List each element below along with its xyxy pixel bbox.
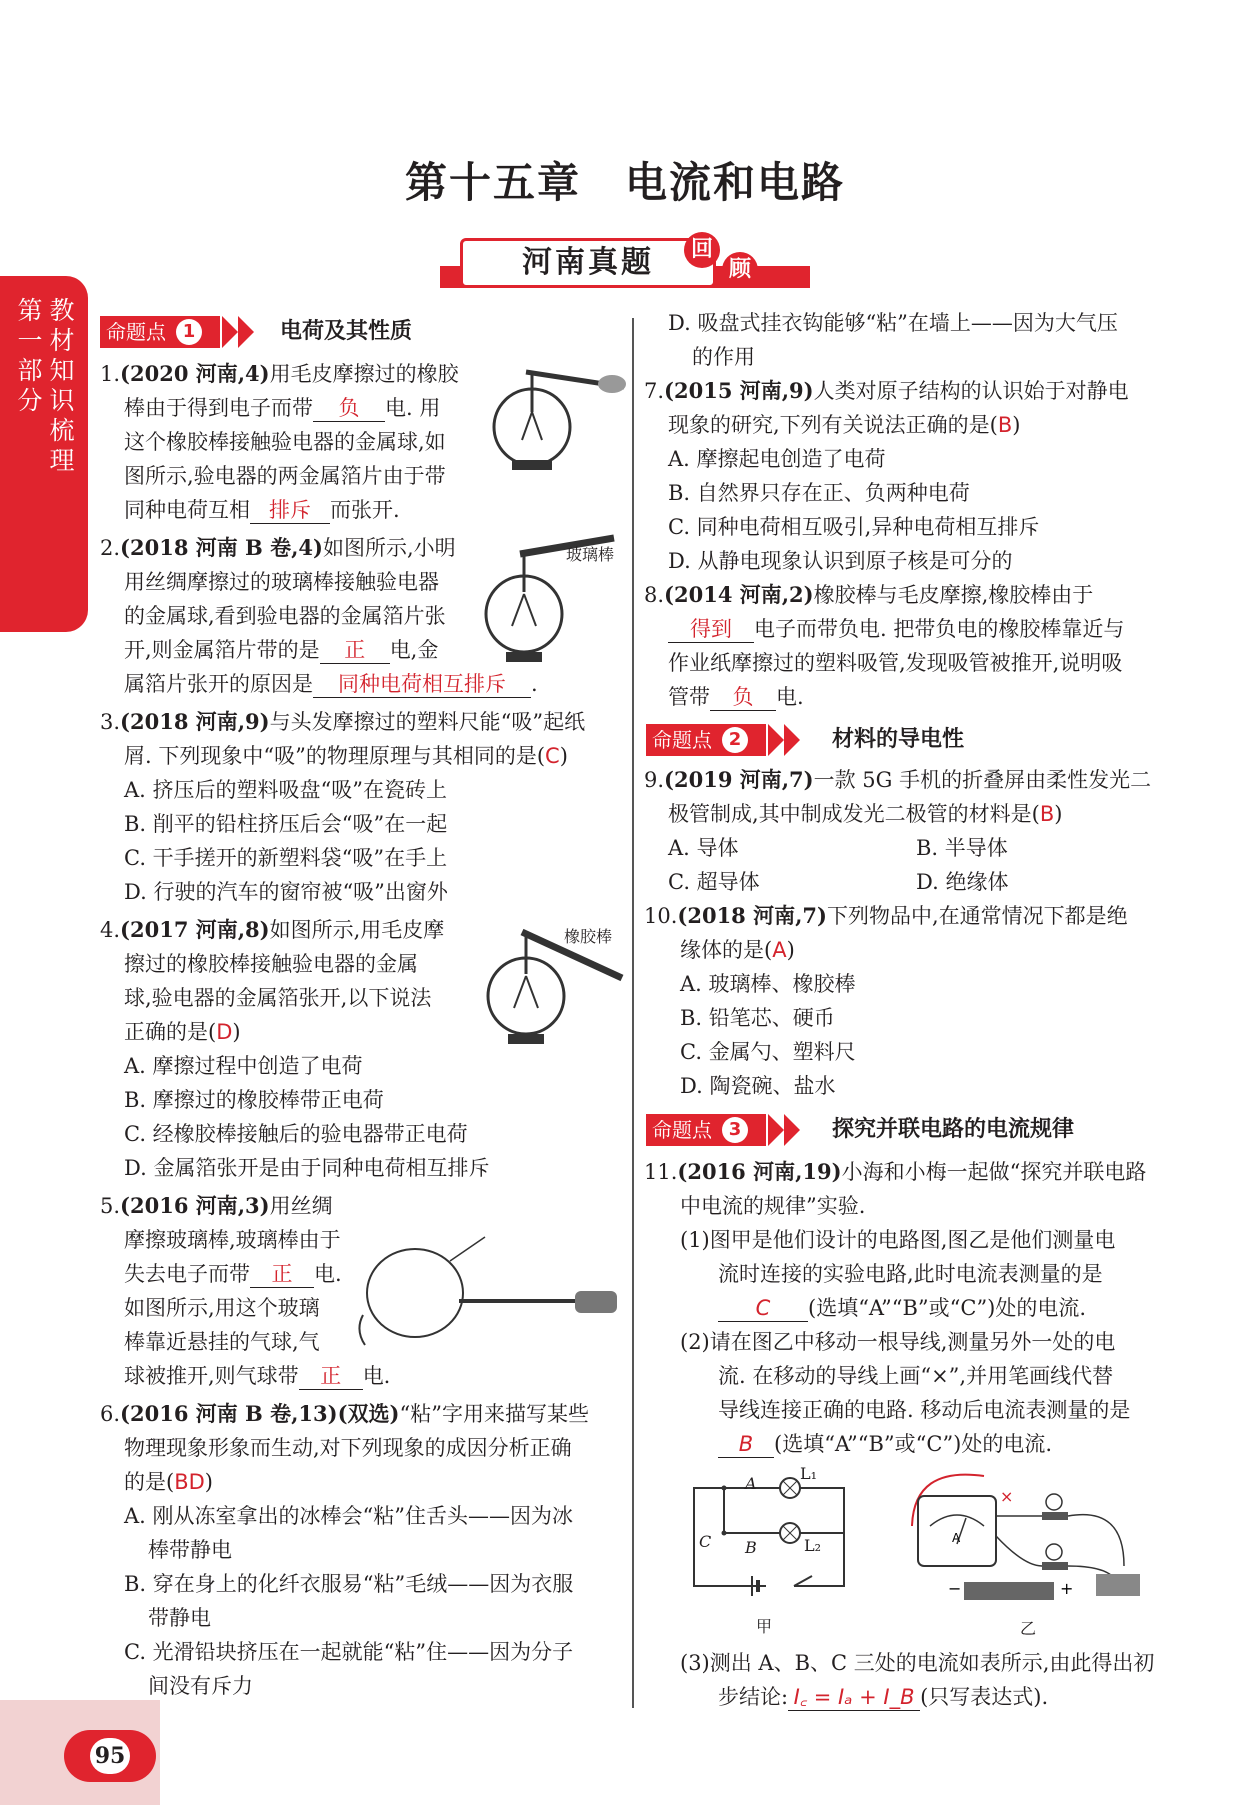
option: D. 从静电现象认识到原子核是可分的 <box>668 549 1013 573</box>
answer: BD <box>174 1470 205 1494</box>
option: A. 摩擦过程中创造了电荷 <box>124 1054 363 1078</box>
circuit-label-l1: L₁ <box>800 1464 818 1483</box>
q9-line-2: 极管制成,其中制成发光二极管的材料是(B) <box>668 802 1063 826</box>
circuit-label-c: C <box>699 1532 712 1551</box>
answer-blank: 排斥 <box>250 497 330 524</box>
option: D. 行驶的汽车的窗帘被“吸”出窗外 <box>124 880 448 904</box>
side-tab-line-1: 第一部分 <box>17 296 43 415</box>
option: D. 陶瓷碗、盐水 <box>680 1074 836 1098</box>
option: C. 经橡胶棒接触后的验电器带正电荷 <box>124 1122 468 1146</box>
option: C. 同种电荷相互吸引,异种电荷相互排斥 <box>668 515 1040 539</box>
option: A. 挤压后的塑料吸盘“吸”在瓷砖上 <box>124 778 447 802</box>
q11-line-2: 中电流的规律”实验. <box>680 1194 866 1218</box>
svg-text:×: × <box>1000 1487 1014 1506</box>
circuit-label-b: B <box>745 1538 757 1557</box>
electroscope-figure-1 <box>484 352 630 474</box>
answer-blank: 正 <box>250 1261 314 1288</box>
q6-line-3: 的是(BD) <box>124 1470 213 1494</box>
answer: B <box>1039 802 1055 826</box>
q11-part2-line-1: (2)请在图乙中移动一根导线,测量另外一处的电 <box>680 1330 1116 1354</box>
q8-line-2: 得到 电子而带负电. 把带负电的橡胶棒靠近与 <box>668 612 1124 646</box>
option: C. 金属勺、塑料尺 <box>680 1040 856 1064</box>
circuit-diagram-b <box>904 1466 1148 1614</box>
q3-line-1: 3.(2018 河南,9)与头发摩擦过的塑料尺能“吸”起纸 <box>100 709 586 734</box>
q4-line-4: 正确的是(D) <box>124 1020 241 1044</box>
page-number: 95 <box>64 1730 156 1782</box>
q2-line-2: 用丝绸摩擦过的玻璃棒接触验电器 <box>124 570 439 594</box>
topic-title: 材料的导电性 <box>832 727 965 752</box>
answer: B <box>997 413 1013 437</box>
side-tab <box>0 276 88 632</box>
q8-line-1: 8.(2014 河南,2)橡胶棒与毛皮摩擦,橡胶棒由于 <box>644 582 1094 607</box>
q1-line-5: 同种电荷互相 排斥 而张开. <box>124 498 400 522</box>
q9-line-1: 9.(2019 河南,7)一款 5G 手机的折叠屏由柔性发光二 <box>644 767 1152 792</box>
svg-text:A: A <box>952 1531 961 1545</box>
option: A. 摩擦起电创造了电荷 <box>668 447 886 471</box>
q4-line-3: 球,验电器的金属箔张开,以下说法 <box>124 986 432 1010</box>
q11-part1-line-2: 流时连接的实验电路,此时电流表测量的是 <box>718 1262 1103 1286</box>
q4-line-1: 4.(2017 河南,8)如图所示,用毛皮摩 <box>100 917 445 942</box>
q4-line-2: 擦过的橡胶棒接触验电器的金属 <box>124 952 418 976</box>
topic-label: 命题点 <box>100 316 220 348</box>
answer: A <box>772 938 787 962</box>
q10-line-2: 缘体的是(A) <box>680 938 795 962</box>
svg-text:+: + <box>1060 1579 1074 1598</box>
topic-number: 2 <box>722 727 748 753</box>
chapter-title: 第十五章 电流和电路 <box>404 158 845 207</box>
q11-part2-line-4: B (选填“A”“B”或“C”)处的电流. <box>718 1427 1052 1461</box>
answer-blank: 负 <box>710 684 776 711</box>
q8-line-4: 管带 负 电. <box>668 685 804 709</box>
option-cont: 带静电 <box>148 1606 211 1630</box>
answer-blank: 正 <box>320 637 390 664</box>
option: D. 金属箔张开是由于同种电荷相互排斥 <box>124 1156 490 1180</box>
q2-line-5: 属箔片张开的原因是 同种电荷相互排斥 . <box>124 672 538 696</box>
arrow-icon <box>238 316 254 348</box>
option: A. 导体 <box>668 836 739 860</box>
option: C. 光滑铅块挤压在一起就能“粘”住——因为分子 <box>124 1640 574 1664</box>
answer-blank: 得到 <box>668 616 754 643</box>
q2-line-3: 的金属球,看到验电器的金属箔片张 <box>124 604 446 628</box>
option: D. 绝缘体 <box>916 870 1009 894</box>
q5-line-4: 如图所示,用这个玻璃 <box>124 1296 320 1320</box>
banner-text: 河南真题 <box>460 238 716 288</box>
answer: D <box>216 1020 233 1044</box>
q11-part2-line-2: 流. 在移动的导线上画“×”,并用笔画线代替 <box>718 1364 1114 1388</box>
side-tab-line-2: 教材知识梳理 <box>49 296 75 475</box>
q1-line-4: 图所示,验电器的两金属箔片由于带 <box>124 464 446 488</box>
circuit-label-l2: L₂ <box>804 1536 822 1555</box>
q5-line-3: 失去电子而带 正 电. <box>124 1262 342 1286</box>
option: B. 削平的铅柱挤压后会“吸”在一起 <box>124 812 448 836</box>
option: C. 超导体 <box>668 870 760 894</box>
q11-part3-line-1: (3)测出 A、B、C 三处的电流如表所示,由此得出初 <box>680 1651 1155 1675</box>
option: B. 自然界只存在正、负两种电荷 <box>668 481 970 505</box>
arrow-icon <box>784 724 800 756</box>
banner-circle-2: 顾 <box>722 252 758 288</box>
arrow-icon <box>222 316 238 348</box>
q7-line-2: 现象的研究,下列有关说法正确的是(B) <box>668 413 1021 437</box>
q6-line-1: 6.(2016 河南 B 卷,13)(双选)“粘”字用来描写某些 <box>100 1401 589 1426</box>
circuit-label-a: A <box>745 1474 757 1493</box>
topic-label: 命题点 <box>646 1114 766 1146</box>
q2-line-4: 开,则金属箔片带的是 正 电,金 <box>124 638 439 662</box>
option: A. 刚从冻室拿出的冰棒会“粘”住舌头——因为冰 <box>124 1504 573 1528</box>
q11-part1-line-1: (1)图甲是他们设计的电路图,图乙是他们测量电 <box>680 1228 1116 1252</box>
q11-part2-line-3: 导线连接正确的电路. 移动后电流表测量的是 <box>718 1398 1131 1422</box>
q8-line-3: 作业纸摩擦过的塑料吸管,发现吸管被推开,说明吸 <box>668 651 1123 675</box>
option: B. 摩擦过的橡胶棒带正电荷 <box>124 1088 384 1112</box>
arrow-icon <box>768 1114 784 1146</box>
q7-line-1: 7.(2015 河南,9)人类对原子结构的认识始于对静电 <box>644 378 1129 403</box>
option: B. 铅笔芯、硬币 <box>680 1006 835 1030</box>
answer-blank: I꜀ = Iₐ + I_B <box>788 1684 920 1711</box>
svg-text:−: − <box>948 1579 962 1598</box>
figure-label: 玻璃棒 <box>566 545 615 564</box>
q5-line-1: 5.(2016 河南,3)用丝绸 <box>100 1193 333 1218</box>
answer-blank: C <box>718 1295 808 1322</box>
q5-line-6: 球被推开,则气球带 正 电. <box>124 1364 391 1388</box>
q6-line-2: 物理现象形象而生动,对下列现象的成因分析正确 <box>124 1436 572 1460</box>
balloon-figure <box>355 1235 630 1355</box>
option-cont: 间没有斥力 <box>148 1674 253 1698</box>
answer: C <box>545 744 560 768</box>
option: A. 玻璃棒、橡胶棒 <box>680 972 856 996</box>
q1-line-3: 这个橡胶棒接触验电器的金属球,如 <box>124 430 446 454</box>
answer-blank: 负 <box>313 395 385 422</box>
topic-number: 3 <box>722 1117 748 1143</box>
q5-line-5: 棒靠近悬挂的气球,气 <box>124 1330 320 1354</box>
q11-line-1: 11.(2016 河南,19)小海和小梅一起做“探究并联电路 <box>644 1159 1147 1184</box>
arrow-icon <box>784 1114 800 1146</box>
option: B. 半导体 <box>916 836 1008 860</box>
figure-caption-a: 甲 <box>756 1617 773 1636</box>
q1-line-2: 棒由于得到电子而带 负 电. 用 <box>124 396 441 420</box>
topic-title: 电荷及其性质 <box>280 319 413 344</box>
answer-blank: 同种电荷相互排斥 <box>313 671 531 698</box>
q5-line-2: 摩擦玻璃棒,玻璃棒由于 <box>124 1228 341 1252</box>
option-cont: 的作用 <box>692 345 755 369</box>
topic-number: 1 <box>176 319 202 345</box>
option-cont: 棒带静电 <box>148 1538 232 1562</box>
section-banner <box>440 232 810 294</box>
figure-label: 橡胶棒 <box>564 927 613 946</box>
q2-line-1: 2.(2018 河南 B 卷,4)如图所示,小明 <box>100 535 456 560</box>
topic-label: 命题点 <box>646 724 766 756</box>
banner-circle-1: 回 <box>684 232 720 268</box>
option: B. 穿在身上的化纤衣服易“粘”毛绒——因为衣服 <box>124 1572 574 1596</box>
q10-line-1: 10.(2018 河南,7)下列物品中,在通常情况下都是绝 <box>644 903 1128 928</box>
option: C. 干手搓开的新塑料袋“吸”在手上 <box>124 846 448 870</box>
q3-line-2: 屑. 下列现象中“吸”的物理原理与其相同的是(C) <box>124 744 568 768</box>
topic-title: 探究并联电路的电流规律 <box>832 1117 1075 1142</box>
column-divider <box>632 318 634 1708</box>
option: D. 吸盘式挂衣钩能够“粘”在墙上——因为大气压 <box>668 311 1118 335</box>
arrow-icon <box>768 724 784 756</box>
answer-blank: 正 <box>299 1363 363 1390</box>
q11-part1-line-3: C (选填“A”“B”或“C”)处的电流. <box>718 1291 1086 1325</box>
q11-part3-line-2: 步结论: I꜀ = Iₐ + I_B (只写表达式). <box>718 1685 1049 1709</box>
answer-blank: B <box>718 1431 774 1458</box>
q1-line-1: 1.(2020 河南,4)用毛皮摩擦过的橡胶 <box>100 361 459 386</box>
figure-caption-b: 乙 <box>1020 1619 1037 1638</box>
